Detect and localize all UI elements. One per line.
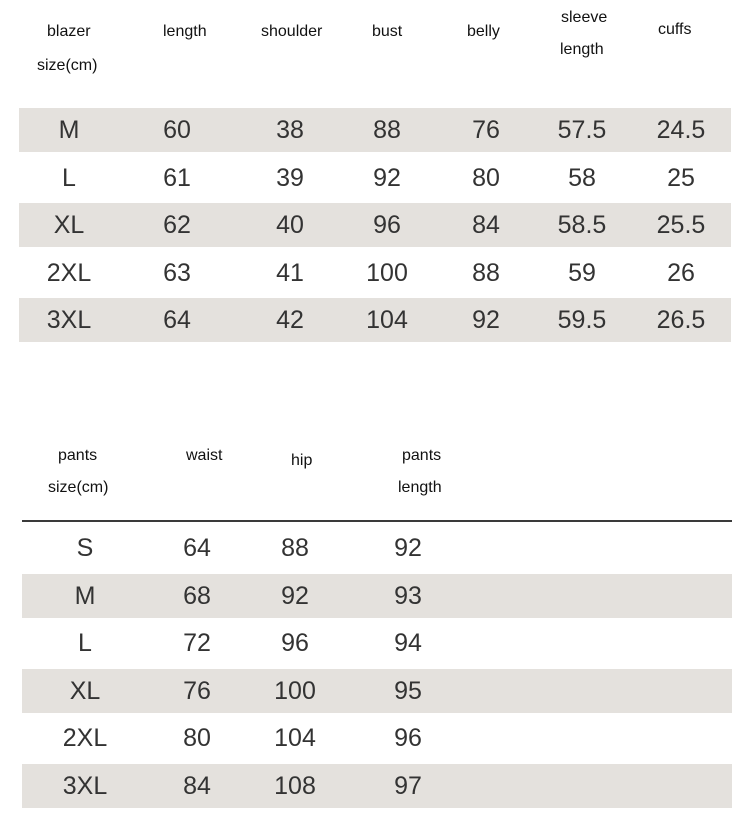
measurement-cell: 42: [276, 306, 304, 334]
measurement-cell: 95: [394, 676, 422, 705]
table-row: [19, 298, 731, 342]
size-cell: XL: [69, 676, 101, 705]
measurement-cell: 72: [183, 629, 211, 657]
measurement-cell: 40: [276, 211, 304, 239]
measurement-cell: 61: [163, 163, 191, 192]
table-row: [19, 251, 731, 295]
measurement-cell: 41: [276, 258, 304, 287]
table-row: [22, 716, 732, 760]
header-divider: [22, 520, 732, 522]
size-cell: 3XL: [62, 771, 108, 800]
measurement-cell: 88: [281, 534, 309, 562]
length-header: length: [163, 23, 207, 40]
table-row: [22, 669, 732, 713]
measurement-cell: 64: [163, 306, 191, 334]
measurement-cell: 92: [373, 163, 401, 192]
measurement-cell: 96: [373, 211, 401, 239]
table-row: [22, 764, 732, 808]
measurement-cell: 104: [274, 724, 316, 752]
measurement-cell: 59: [568, 258, 596, 287]
measurement-cell: 93: [394, 581, 422, 610]
table-row: [19, 203, 731, 247]
measurement-cell: 76: [472, 116, 500, 144]
measurement-cell: 57.5: [557, 116, 607, 144]
measurement-cell: 68: [183, 581, 211, 610]
pants-length-header-line2: length: [398, 479, 442, 496]
pants-size-header-line1: pants: [58, 447, 98, 464]
measurement-cell: 39: [276, 163, 304, 192]
measurement-cell: 25.5: [656, 211, 706, 239]
measurement-cell: 104: [366, 306, 408, 334]
measurement-cell: 58.5: [557, 211, 607, 239]
measurement-cell: 59.5: [557, 306, 607, 334]
measurement-cell: 96: [281, 629, 309, 657]
measurement-cell: 88: [472, 258, 500, 287]
measurement-cell: 94: [394, 629, 422, 657]
waist-header: waist: [186, 447, 223, 464]
table-row: [22, 574, 732, 618]
hip-header: hip: [291, 452, 313, 469]
measurement-cell: 100: [274, 676, 316, 705]
measurement-cell: 26.5: [656, 306, 706, 334]
table-row: [19, 108, 731, 152]
shoulder-header: shoulder: [261, 23, 323, 40]
measurement-cell: 88: [373, 116, 401, 144]
sleeve-header-line2: length: [560, 41, 604, 58]
measurement-cell: 62: [163, 211, 191, 239]
measurement-cell: 76: [183, 676, 211, 705]
size-cell: 3XL: [46, 306, 92, 334]
measurement-cell: 84: [183, 771, 211, 800]
measurement-cell: 100: [366, 258, 408, 287]
measurement-cell: 108: [274, 771, 316, 800]
size-cell: M: [58, 116, 80, 144]
measurement-cell: 80: [472, 163, 500, 192]
size-cell: L: [78, 629, 92, 657]
pants-length-header-line1: pants: [402, 447, 442, 464]
blazer-size-header-line2: size(cm): [37, 57, 98, 74]
belly-header: belly: [467, 23, 500, 40]
size-cell: 2XL: [62, 724, 108, 752]
table-row: [22, 526, 732, 570]
size-cell: M: [74, 581, 96, 610]
measurement-cell: 92: [472, 306, 500, 334]
measurement-cell: 24.5: [656, 116, 706, 144]
measurement-cell: 84: [472, 211, 500, 239]
table-row: [19, 156, 731, 200]
measurement-cell: 80: [183, 724, 211, 752]
measurement-cell: 63: [163, 258, 191, 287]
measurement-cell: 25: [667, 163, 695, 192]
measurement-cell: 96: [394, 724, 422, 752]
blazer-size-header-line1: blazer: [47, 23, 91, 40]
size-cell: S: [76, 534, 94, 562]
measurement-cell: 60: [163, 116, 191, 144]
size-cell: XL: [53, 211, 85, 239]
measurement-cell: 38: [276, 116, 304, 144]
measurement-cell: 26: [667, 258, 695, 287]
table-row: [22, 621, 732, 665]
measurement-cell: 92: [394, 534, 422, 562]
sleeve-header-line1: sleeve: [561, 9, 608, 26]
measurement-cell: 64: [183, 534, 211, 562]
size-cell: 2XL: [46, 258, 92, 287]
measurement-cell: 92: [281, 581, 309, 610]
size-cell: L: [62, 163, 76, 192]
measurement-cell: 58: [568, 163, 596, 192]
pants-size-header-line2: size(cm): [48, 479, 109, 496]
measurement-cell: 97: [394, 771, 422, 800]
cuffs-header: cuffs: [658, 21, 692, 38]
bust-header: bust: [372, 23, 403, 40]
